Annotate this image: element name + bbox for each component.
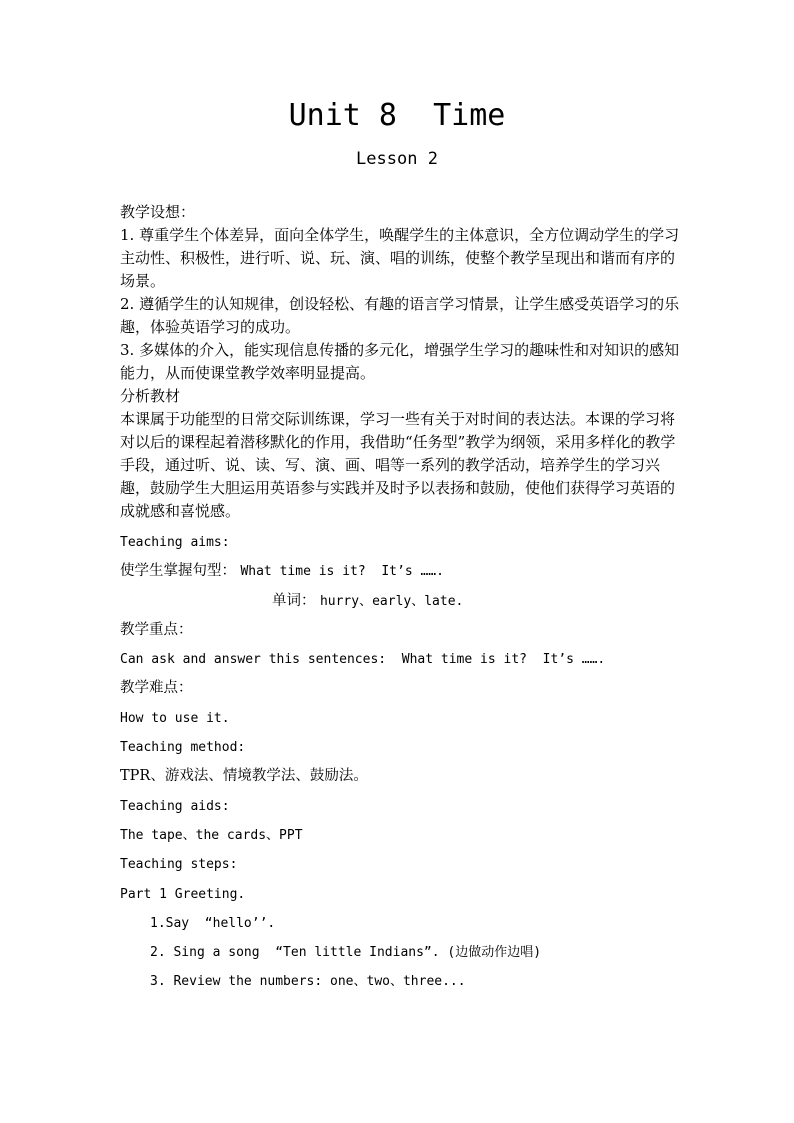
document-title: Unit 8 Time: [288, 98, 506, 133]
sentence-pattern-line: [120, 557, 680, 586]
teaching-design-item: 3. 多媒体的介入，能实现信息传播的多元化，增强学生学习的趣味性和对知识的感知能力，从而使课堂教学效率明显提高。: [120, 341, 680, 382]
step-item: 3. Review the numbers: one、two、three...: [150, 974, 466, 990]
step-item: 2. Sing a song “Ten little Indians”. (边做动作边唱): [150, 945, 542, 961]
words-line: [120, 587, 680, 616]
teaching-method-heading: Teaching method:: [120, 740, 246, 756]
analysis-heading: 分析教材: [120, 387, 181, 405]
teaching-design-item: 2. 遵循学生的认知规律，创设轻松、有趣的语言学习情景，让学生感受英语学习的乐趣，体验英语学习的成功。: [120, 295, 680, 336]
step-item: 1.Say “hello’’.: [150, 915, 276, 931]
teaching-design-item: 1. 尊重学生个体差异，面向全体学生，唤醒学生的主体意识，全方位调动学生的学习主动性、积极性，进行听、说、玩、演、唱的训练，使整个教学呈现出和谐而有序的场景。: [120, 226, 680, 290]
sentence-pattern-label: 使学生掌握句型：: [120, 563, 236, 580]
difficulties-heading: 教学难点：: [120, 680, 193, 697]
lesson-details: [120, 528, 680, 997]
teaching-method-text: TPR、游戏法、情境教学法、鼓励法。: [120, 768, 368, 785]
key-points-heading: 教学重点：: [120, 621, 193, 638]
teaching-design-section: [120, 201, 680, 523]
teaching-aims-heading: Teaching aims:: [120, 535, 230, 550]
analysis-text: 本课属于功能型的日常交际训练课，学习一些有关于对时间的表达法。本课的学习将对以后的课程起着潜移默化的作用，我借助“任务型”教学为纲领，采用多样化的教学手段，通过听、说、读、写、演、画、唱等一系列的教学活动，培养学生的学习兴趣，鼓励学生大胆运用英语参与实践并及时予以表扬和鼓励，使他们获得学习英语的成就感和喜悦感。: [120, 410, 676, 520]
key-points-text: Can ask and answer this sentences: What time is it? It’s …….: [120, 652, 606, 668]
teaching-design-heading: 教学设想：: [120, 203, 196, 221]
sentence-pattern-value: What time is it? It’s …….: [240, 564, 444, 580]
words-label: 单词：: [272, 592, 316, 609]
difficulties-text: How to use it.: [120, 710, 230, 726]
document-subtitle: Lesson 2: [356, 149, 438, 169]
part1-heading: Part 1 Greeting.: [120, 886, 246, 902]
words-value: hurry、early、late.: [319, 593, 464, 609]
teaching-aids-heading: Teaching aids:: [120, 798, 230, 814]
teaching-steps-heading: Teaching steps:: [120, 857, 238, 873]
teaching-aids-text: The tape、the cards、PPT: [120, 827, 303, 843]
